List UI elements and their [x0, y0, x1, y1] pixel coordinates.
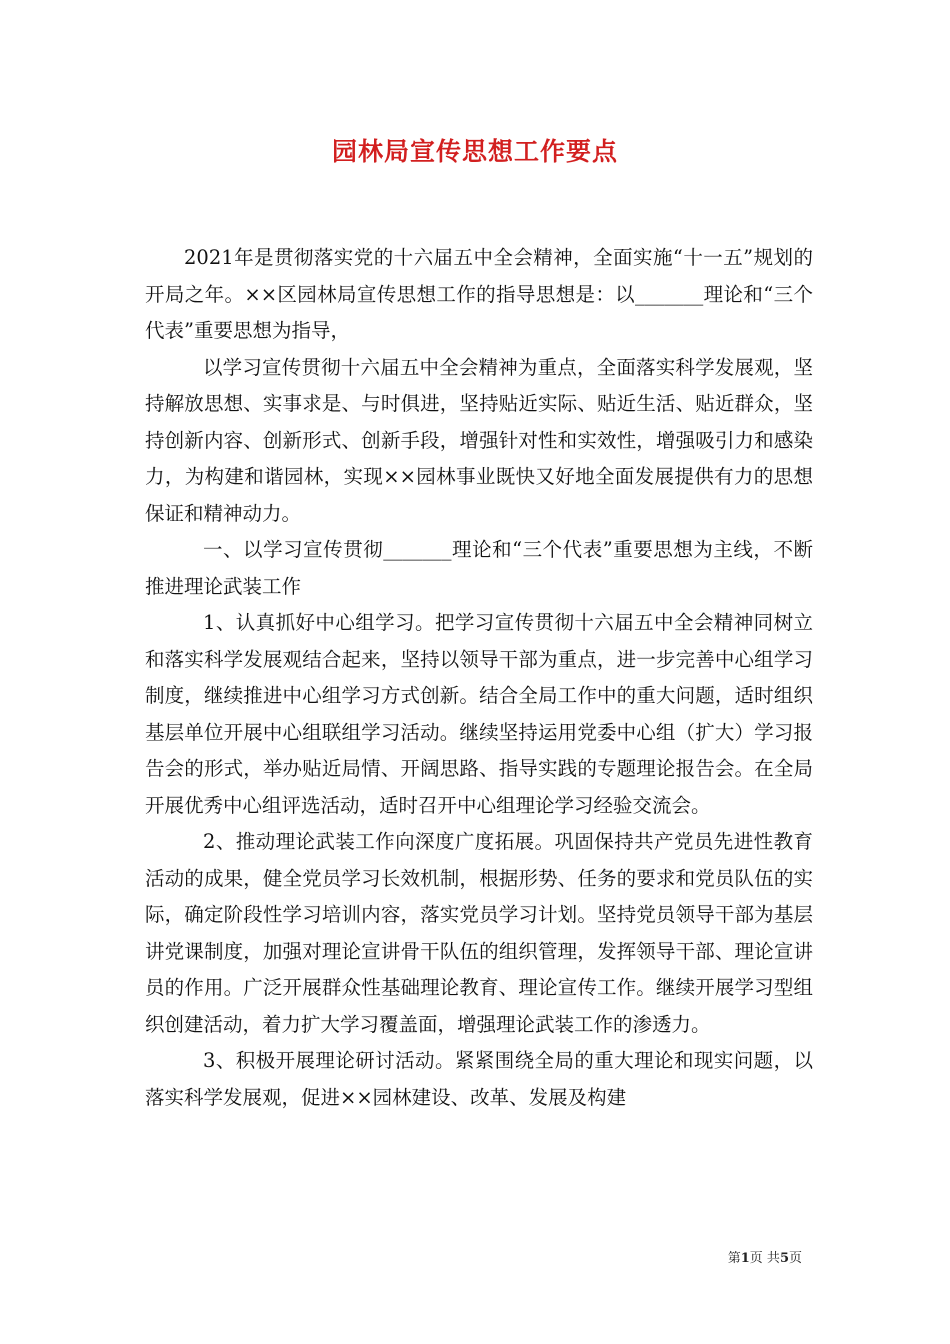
footer-middle: 页 共 [749, 1251, 780, 1266]
paragraph-guiding-principle: 以学习宣传贯彻十六届五中全会精神为重点，全面落实科学发展观，坚持解放思想、实事求是、与时俱进，坚持贴近实际、贴近生活、贴近群众，坚持创新内容、创新形式、创新手段，增强针对性和实效性，增强吸引力和感染力，为构建和谐园林，实现××园林事业既快又好地全面发展提供有力的思想保证和精神动力。 [145, 355, 813, 525]
document-title: 园林局宣传思想工作要点 [331, 137, 618, 166]
paragraph-item-3: 3、积极开展理论研讨活动。紧紧围绕全局的重大理论和现实问题，以落实科学发展观，促进××园林建设、改革、发展及构建 [145, 1049, 813, 1109]
paragraph-intro: 2021年是贯彻落实党的十六届五中全会精神，全面实施“十一五”规划的开局之年。××区园林局宣传思想工作的指导思想是：以_______理论和“三个代表”重要思想为指导， [145, 246, 813, 342]
current-page-number: 1 [740, 1251, 750, 1266]
paragraph-item-1: 1、认真抓好中心组学习。把学习宣传贯彻十六届五中全会精神同树立和落实科学发展观结合起来，坚持以领导干部为重点，进一步完善中心组学习制度，继续推进中心组学习方式创新。结合全局工作中的重大问题，适时组织基层单位开展中心组联组学习活动。继续坚持运用党委中心组（扩大）学习报告会的形式，举办贴近局情、开阔思路、指导实践的专题理论报告会。在全局开展优秀中心组评选活动，适时召开中心组理论学习经验交流会。 [145, 611, 813, 817]
footer-suffix: 页 [788, 1251, 802, 1266]
page-number-footer [728, 1247, 802, 1266]
section-heading-1: 一、以学习宣传贯彻_______理论和“三个代表”重要思想为主线，不断推进理论武装工作 [145, 538, 813, 598]
footer-prefix: 第 [727, 1251, 741, 1266]
document-body [145, 240, 813, 1116]
total-pages-number: 5 [779, 1251, 789, 1266]
paragraph-item-2: 2、推动理论武装工作向深度广度拓展。巩固保持共产党员先进性教育活动的成果，健全党员学习长效机制，根据形势、任务的要求和党员队伍的实际，确定阶段性学习培训内容，落实党员学习计划。坚持党员领导干部为基层讲党课制度，加强对理论宣讲骨干队伍的组织管理，发挥领导干部、理论宣讲员的作用。广泛开展群众性基础理论教育、理论宣传工作。继续开展学习型组织创建活动，着力扩大学习覆盖面，增强理论武装工作的渗透力。 [145, 830, 813, 1036]
